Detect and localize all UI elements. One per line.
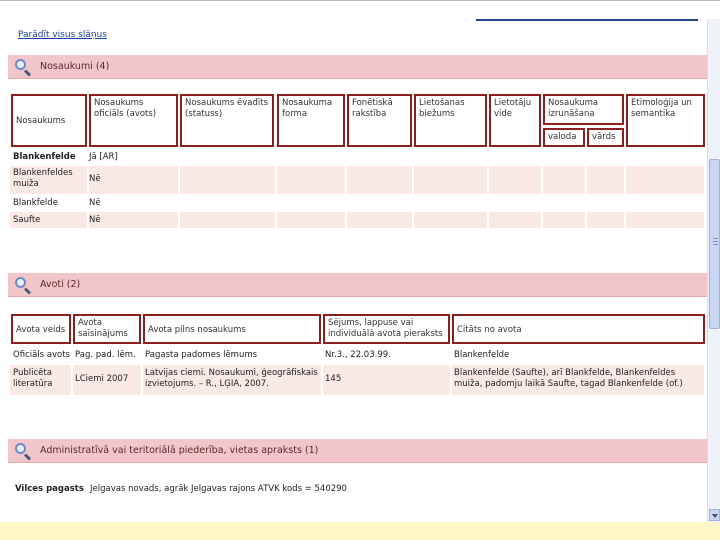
source-abbr-cell: Pag. pad. lēm. [75, 350, 136, 360]
scrollbar-thumb[interactable] [709, 159, 720, 329]
column-divider [178, 149, 180, 229]
source-full-cell: Pagasta padomes lēmums [145, 350, 258, 360]
name-cell: Blankenfelde [13, 152, 76, 162]
col-header-name: Nosaukums [11, 94, 87, 147]
section-header-names[interactable] [8, 55, 708, 79]
magnifier-icon [14, 58, 32, 76]
col-header-pronunciation: Nosaukuma izrunāšana [543, 94, 624, 125]
magnifier-icon [14, 442, 32, 460]
col-header-pron-language: valoda [543, 128, 585, 147]
col-header-source-type: Avota veids [11, 314, 71, 344]
source-abbr-cell: LCiemi 2007 [75, 374, 129, 384]
section-header-admin[interactable] [8, 439, 708, 463]
column-divider [487, 149, 489, 229]
source-quote-cell: Blankenfelde [454, 350, 510, 360]
magnifier-icon [14, 276, 32, 294]
official-cell: Nē [89, 215, 101, 225]
col-header-phonetic: Fonētiskā rakstība [347, 94, 412, 147]
col-header-source-abbr: Avota saīsinājums [73, 314, 141, 344]
section-header-sources[interactable] [8, 273, 708, 297]
section-title: Administratīvā vai teritoriālā piederība, vietas apraksts (1) [40, 445, 319, 456]
slide-background-bottom [0, 522, 720, 540]
col-header-official: Nosaukums oficiāls (avots) [89, 94, 178, 147]
name-cell: Saufte [13, 215, 41, 225]
col-header-evaluation: Nosaukums ēvadīts (statuss) [180, 94, 274, 147]
column-divider [585, 149, 587, 229]
admin-label: Vilces pagasts [15, 484, 84, 494]
official-cell: Jā [AR] [89, 152, 118, 162]
source-type-cell: Publicēta literatūra [13, 368, 53, 389]
column-divider [624, 149, 626, 229]
col-header-pron-word: vārds [587, 128, 624, 147]
col-header-speakers: Lietotāju vide [489, 94, 541, 147]
col-header-usage: Lietošanas biežums [414, 94, 487, 147]
column-divider [275, 149, 277, 229]
show-all-layers-link[interactable]: Parādīt visus slāņus [18, 30, 107, 40]
col-header-source-volume: Sējums, lappuse vai individuālā avota pieraksts [323, 314, 450, 344]
search-field-underline[interactable] [476, 7, 698, 21]
col-header-source-quote: Citāts no avota [452, 314, 705, 344]
source-full-cell: Latvijas ciemi. Nosaukumi, ģeogrāfiskais izvietojums. – R., LĢIA, 2007. [145, 368, 318, 389]
section-title: Nosaukumi (4) [40, 61, 110, 72]
source-quote-cell: Blankenfelde (Saufte), arī Blankfelde, Blankenfeldes muiža, padomju laikā Saufte, tagad Blankenfelde (of.) [454, 368, 683, 389]
column-divider [345, 149, 347, 229]
admin-text: Jelgavas novads, agrāk Jelgavas rajons ATVK kods = 540290 [90, 484, 347, 494]
name-cell: Blankfelde [13, 198, 58, 208]
official-cell: Nē [89, 198, 101, 208]
col-header-form: Nosaukuma forma [277, 94, 345, 147]
name-cell: Blankenfeldes muiža [13, 168, 73, 189]
col-header-source-full: Avota pilns nosaukums [143, 314, 321, 344]
vertical-scrollbar[interactable] [707, 19, 720, 523]
column-divider [541, 149, 543, 229]
source-type-cell: Oficiāls avots [13, 350, 70, 360]
source-volume-cell: Nr.3., 22.03.99. [325, 350, 391, 360]
column-divider [412, 149, 414, 229]
section-title: Avoti (2) [40, 279, 81, 290]
col-header-etymology: Etimoloģija un semantika [626, 94, 705, 147]
scroll-down-arrow-icon[interactable] [709, 509, 720, 521]
official-cell: Nē [89, 174, 101, 184]
source-volume-cell: 145 [325, 374, 342, 384]
